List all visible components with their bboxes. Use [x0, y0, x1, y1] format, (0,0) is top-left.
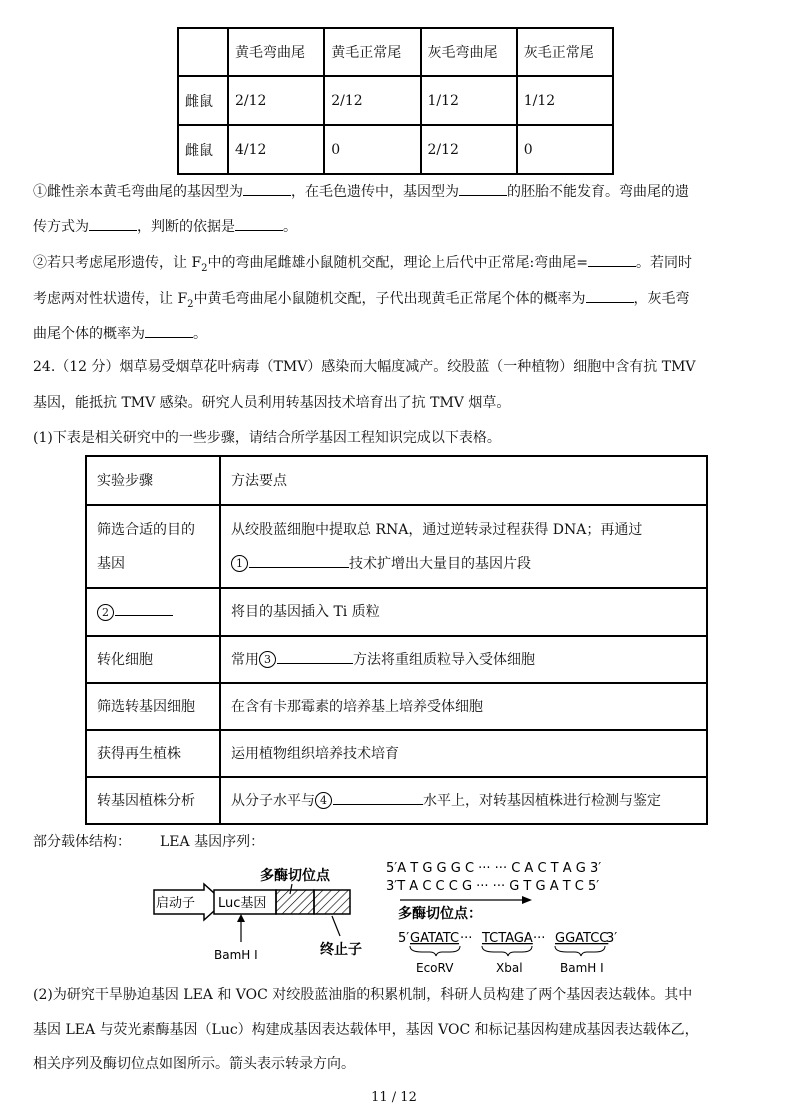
- bamhi-arrowhead: [237, 914, 245, 922]
- table-row: [178, 125, 613, 174]
- experiment-steps-table: [85, 455, 708, 825]
- answer-blank[interactable]: [586, 287, 634, 303]
- header-cell: 方法要点: [220, 456, 707, 505]
- table-cell: 将目的基因插入 Ti 质粒: [220, 588, 707, 636]
- promoter-label: 启动子: [156, 896, 196, 911]
- circled-number: ②: [33, 255, 47, 271]
- header-cell: 灰毛正常尾: [517, 28, 613, 76]
- answer-blank[interactable]: [145, 322, 193, 338]
- table-cell: 1/12: [517, 76, 613, 125]
- site-suffix: 3′: [606, 931, 618, 946]
- mcs-label: 多酶切位点：: [398, 906, 482, 922]
- row-label: 雌鼠: [178, 76, 228, 125]
- xbal-brace: [482, 946, 532, 956]
- bamhi-brace: [555, 946, 605, 956]
- circled-number: 3: [259, 651, 276, 668]
- answer-blank[interactable]: [235, 215, 283, 231]
- table-cell: 在含有卡那霉素的培养基上培养受体细胞: [220, 683, 707, 730]
- table-cell: 2/12: [421, 125, 517, 174]
- table-cell: 2/12: [324, 76, 420, 125]
- answer-blank[interactable]: [249, 552, 349, 568]
- terminator-box: [314, 890, 350, 914]
- table-cell: 2/12: [228, 76, 324, 125]
- question-2-line-2: 考虑两对性状遗传，让 $F_2$中黄毛弯曲尾小鼠随机交配，子代出现黄毛正常尾个体的概率为 ，灰毛弯: [33, 287, 690, 315]
- site-separator: ···: [533, 931, 546, 946]
- part2-line-3: 相关序列及酶切位点如图所示。箭头表示转录方向。: [33, 1056, 355, 1072]
- circled-number: 4: [315, 792, 332, 809]
- table-cell: 0: [517, 125, 613, 174]
- table-cell: 从分子水平与 4 水平上，对转基因植株进行检测与鉴定: [220, 777, 707, 824]
- enzyme-bamhi: BamH Ⅰ: [560, 961, 604, 975]
- answer-blank[interactable]: [89, 215, 137, 231]
- header-cell: 灰毛弯曲尾: [421, 28, 517, 76]
- row-label: 雌鼠: [178, 125, 228, 174]
- question-1-line-2: 传方式为 ，判断的依据是 。: [33, 215, 297, 237]
- enzyme-xbal: Xbal: [496, 961, 523, 975]
- circled-number: 2: [97, 604, 114, 621]
- site-separator: ···: [460, 931, 473, 946]
- table-cell: 转化细胞: [86, 636, 220, 683]
- luc-gene-label: Luc基因: [218, 896, 267, 911]
- answer-blank[interactable]: [115, 600, 173, 616]
- site-prefix: 5′: [398, 931, 410, 946]
- circled-number: ①: [33, 184, 47, 200]
- circled-number: 1: [231, 555, 248, 572]
- mcs-hatched-box: [276, 890, 314, 914]
- vector-and-sequence-figure: [140, 852, 660, 982]
- table-row: [86, 588, 707, 636]
- transcription-arrowhead: [522, 896, 532, 904]
- table-cell: 0: [324, 125, 420, 174]
- table-header-row: [178, 28, 613, 76]
- table-cell: [86, 588, 220, 636]
- vector-structure-label: 部分载体结构：: [33, 834, 131, 850]
- q24-line-2: 基因，能抵抗 TMV 感染。研究人员利用转基因技术培育出了抗 TMV 烟草。: [33, 395, 511, 411]
- header-cell: 黄毛正常尾: [324, 28, 420, 76]
- question-2-line-1: ②若只考虑尾形遗传，让 $F_2$中的弯曲尾雌雄小鼠随机交配，理论上后代中正常尾:弯曲尾= 。若同时: [33, 251, 692, 279]
- mcs-top-label: 多酶切位点: [260, 868, 330, 884]
- site-xbal: TCTAGA: [482, 931, 533, 946]
- table-cell: 筛选合适的目的 基因: [86, 505, 220, 588]
- offspring-ratio-table: [177, 27, 614, 175]
- sequence-top-strand: 5′A T G G G C ··· ··· C A C T A G 3′: [386, 861, 602, 876]
- table-row: [178, 76, 613, 125]
- question-1-line-1: ①雌性亲本黄毛弯曲尾的基因型为 ，在毛色遗传中，基因型为 的胚胎不能发育。弯曲尾的遗: [33, 180, 689, 202]
- table-header-row: [86, 456, 707, 505]
- part2-line-1: (2)为研究干旱胁迫基因 LEA 和 VOC 对绞股蓝油脂的积累机制，科研人员构建了两个基因表达载体。其中: [33, 987, 693, 1003]
- bamhi-label: BamH Ⅰ: [214, 948, 258, 962]
- page-number: 11 / 12: [371, 1090, 417, 1105]
- terminator-pointer: [332, 916, 340, 936]
- ecorv-brace: [410, 946, 460, 956]
- answer-blank[interactable]: [277, 648, 353, 664]
- question-2-line-3: 曲尾个体的概率为 。: [33, 322, 207, 344]
- header-cell: [178, 28, 228, 76]
- table-cell: 转基因植株分析: [86, 777, 220, 824]
- table-cell: 4/12: [228, 125, 324, 174]
- table-row: [86, 636, 707, 683]
- table-row: [86, 730, 707, 777]
- site-bamhi: GGATCC: [555, 931, 609, 946]
- part2-line-2: 基因 LEA 与荧光素酶基因（Luc）构建成基因表达载体甲，基因 VOC 和标记基因构建成基因表达载体乙，: [33, 1022, 699, 1038]
- table-cell: 从绞股蓝细胞中提取总 RNA，通过逆转录过程获得 DNA；再通过 1 技术扩增出大量目的基因片段: [220, 505, 707, 588]
- answer-blank[interactable]: [459, 180, 507, 196]
- sequence-bottom-strand: 3′T A C C C G ··· ··· G T G A T C 5′: [386, 879, 600, 894]
- table-row: [86, 777, 707, 824]
- answer-blank[interactable]: [333, 789, 423, 805]
- table-row: [86, 505, 707, 588]
- table-cell: 获得再生植株: [86, 730, 220, 777]
- table-cell: 筛选转基因细胞: [86, 683, 220, 730]
- header-cell: 实验步骤: [86, 456, 220, 505]
- table-cell: 1/12: [421, 76, 517, 125]
- terminator-label: 终止子: [320, 942, 362, 958]
- answer-blank[interactable]: [588, 251, 636, 267]
- table-row: [86, 683, 707, 730]
- site-ecorv: GATATC: [410, 931, 460, 946]
- table-cell: 运用植物组织培养技术培育: [220, 730, 707, 777]
- answer-blank[interactable]: [243, 180, 291, 196]
- q24-line-1: 24.（12 分）烟草易受烟草花叶病毒（TMV）感染而大幅度减产。绞股蓝（一种植物）细胞中含有抗 TMV: [33, 359, 696, 375]
- enzyme-ecorv: EcoRV: [416, 961, 454, 975]
- header-cell: 黄毛弯曲尾: [228, 28, 324, 76]
- lea-sequence-label: LEA 基因序列：: [160, 834, 265, 850]
- q24-part1-prompt: (1)下表是相关研究中的一些步骤，请结合所学基因工程知识完成以下表格。: [33, 430, 501, 446]
- table-cell: 常用 3 方法将重组质粒导入受体细胞: [220, 636, 707, 683]
